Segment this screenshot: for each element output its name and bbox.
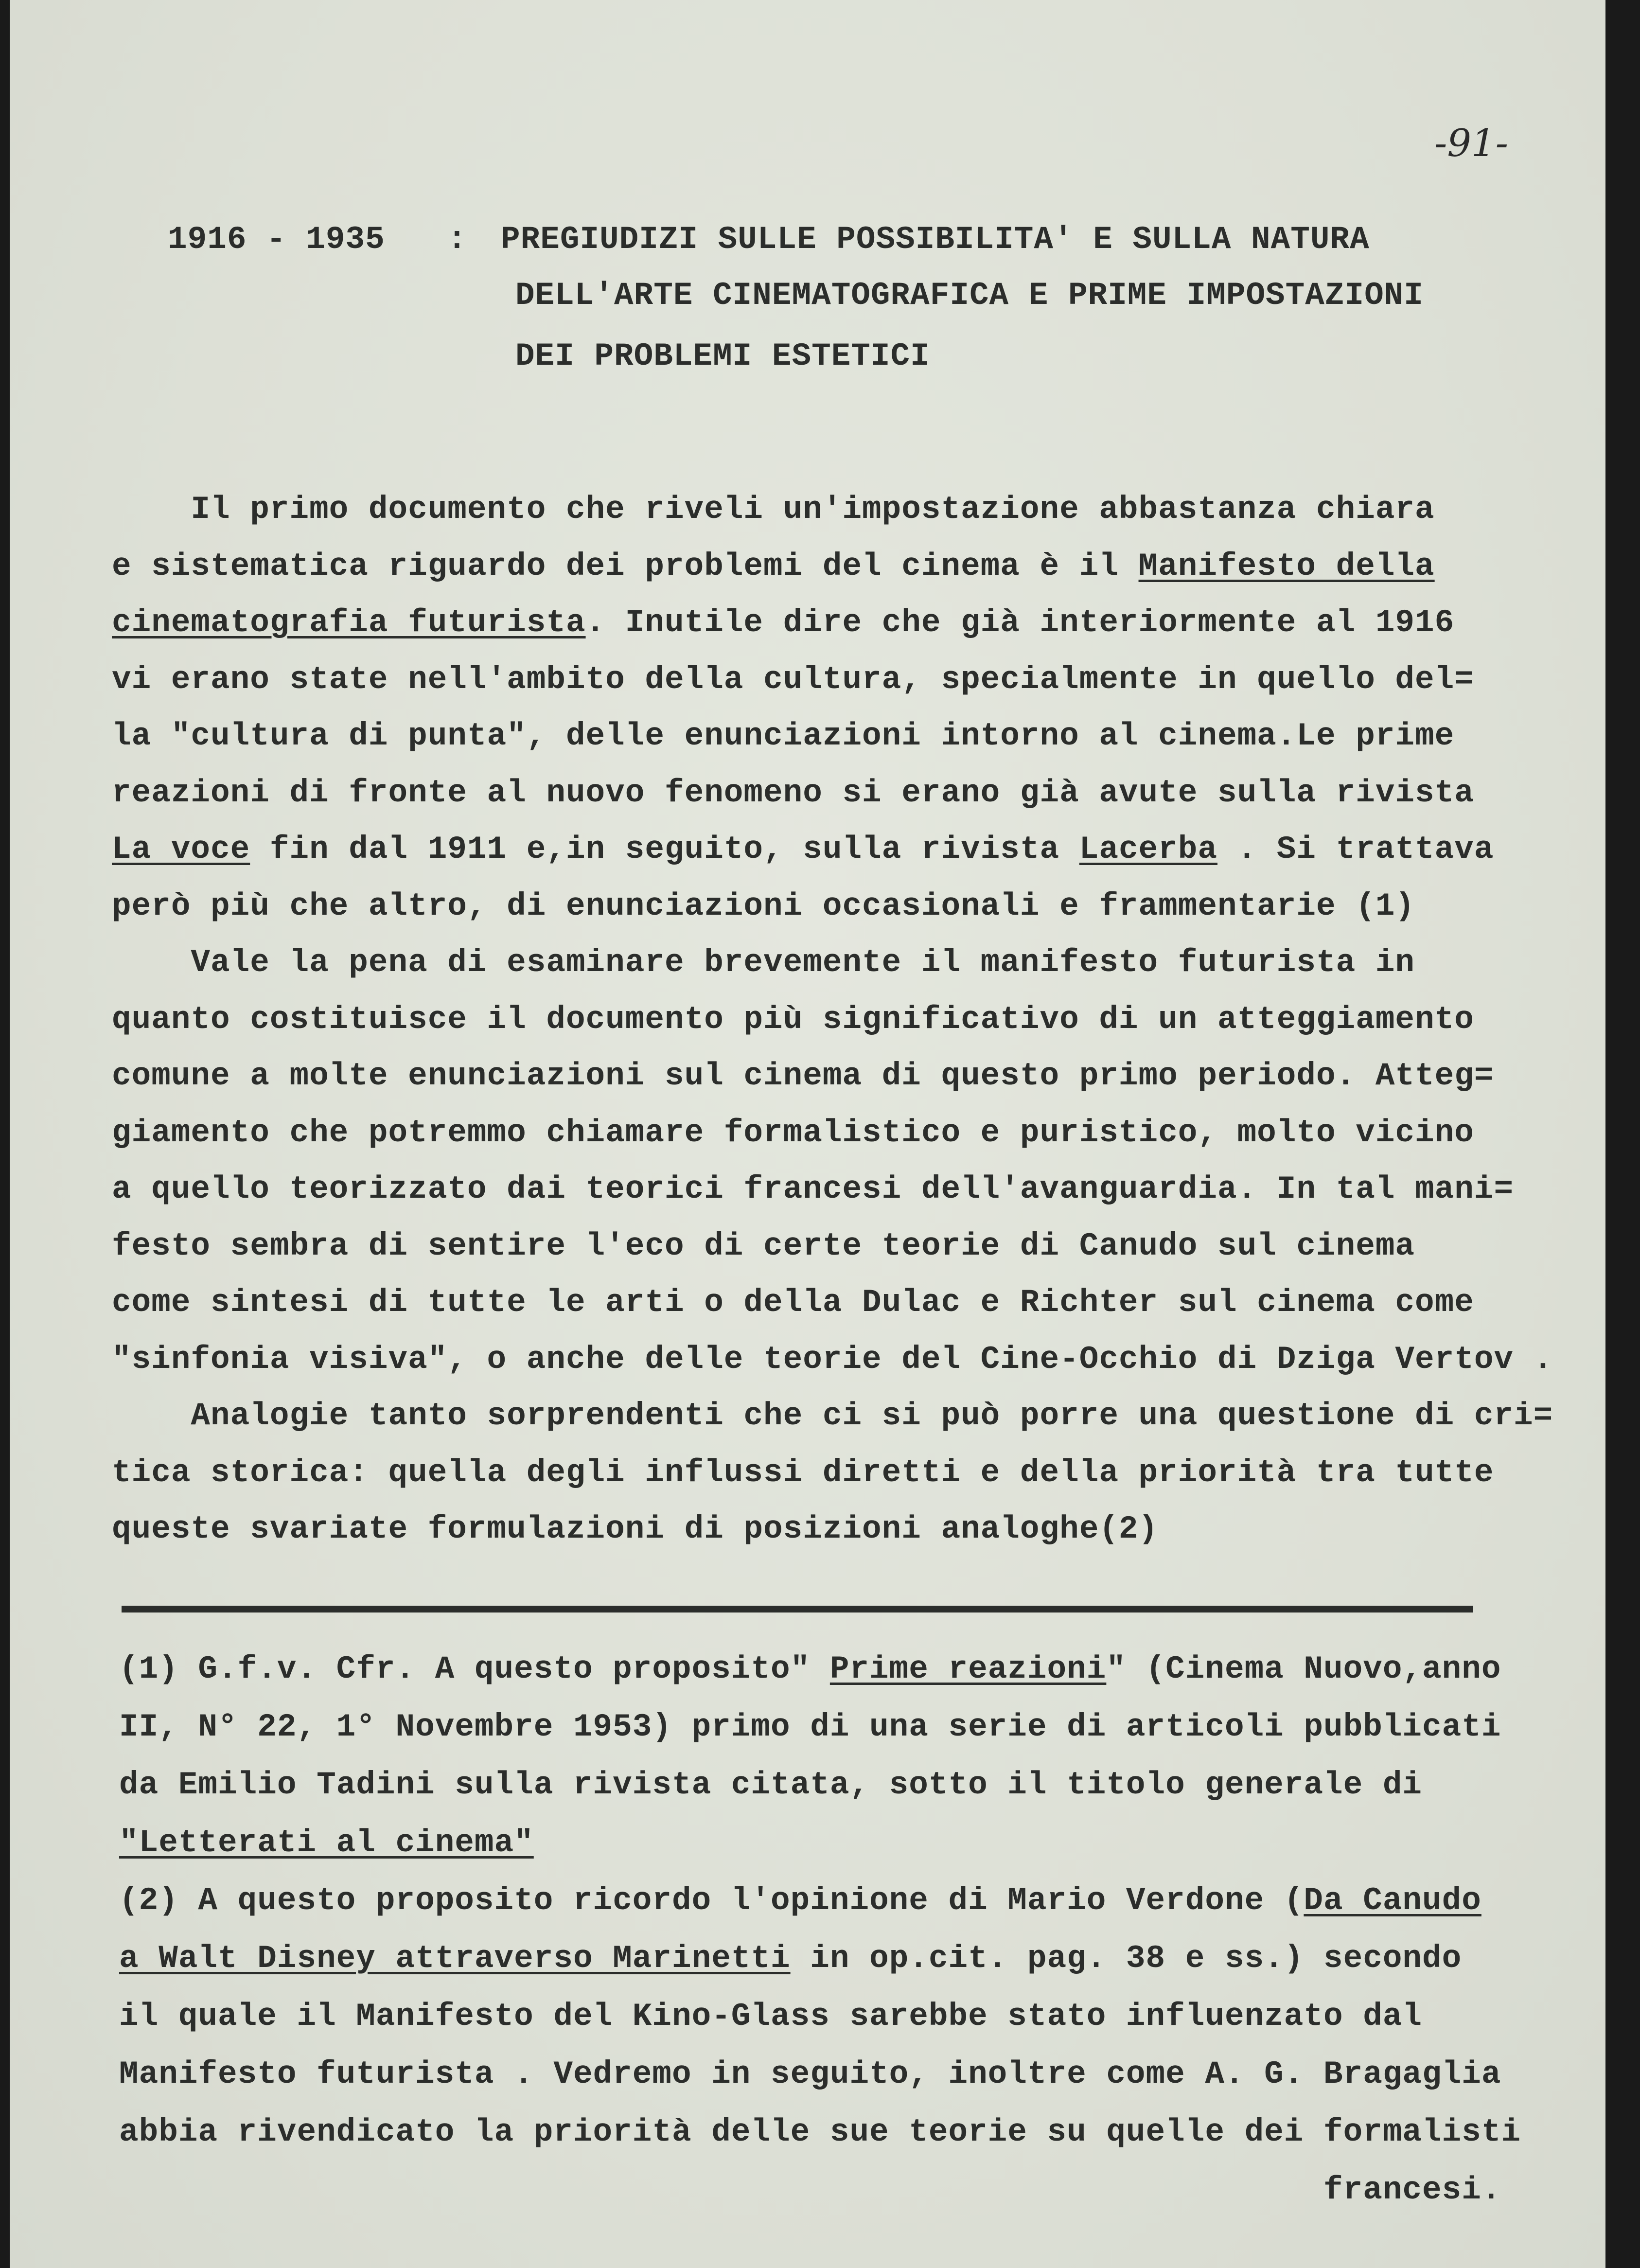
- text-segment: II, N° 22, 1° Novembre 1953) primo di una serie di articoli pubblicati: [119, 1709, 1501, 1745]
- underlined-title: La voce: [112, 831, 250, 868]
- footnote-line: [119, 1653, 1501, 1685]
- footnote-line: [119, 1998, 1423, 2035]
- body-line: [112, 1400, 1553, 1432]
- footnote-line: [119, 2058, 1501, 2091]
- body-line: [112, 1173, 1514, 1205]
- body-line: [112, 1284, 1474, 1321]
- text-segment: da Emilio Tadini sulla rivista citata, sotto il titolo generale di: [119, 1767, 1423, 1803]
- footnote-separator-rule: [122, 1606, 1473, 1612]
- text-segment: però più che altro, di enunciazioni occasionali e frammentarie (1): [112, 887, 1415, 924]
- text-segment: in op.cit. pag. 38 e ss.) secondo: [790, 1940, 1462, 1977]
- footnote-line: [119, 1940, 1462, 1977]
- footnote-line: [119, 2174, 1501, 2206]
- text-segment: Manifesto futurista . Vedremo in seguito, inoltre come A. G. Bragaglia: [119, 2056, 1501, 2092]
- text-segment: il quale il Manifesto del Kino-Glass sarebbe stato influenzato dal: [119, 1998, 1423, 2035]
- body-line: [112, 1341, 1553, 1378]
- body-line: [112, 661, 1474, 698]
- heading-dates: 1916 - 1935: [168, 221, 385, 258]
- text-segment: e sistematica riguardo dei problemi del cinema è il: [112, 548, 1139, 585]
- underlined-title: cinematografia futurista: [112, 604, 586, 641]
- body-line: [112, 774, 1474, 811]
- footnote-line: [119, 1711, 1501, 1743]
- body-line: [112, 550, 1435, 583]
- underlined-title: a Walt Disney attraverso Marinetti: [119, 1940, 791, 1977]
- body-line: [112, 1513, 1158, 1545]
- footnote-line: [119, 2116, 1521, 2148]
- underlined-title: Prime reazioni: [829, 1651, 1107, 1687]
- text-segment: (1) G.f.v. Cfr. A questo proposito": [119, 1651, 830, 1687]
- underlined-title: "Letterati al cinema": [119, 1825, 534, 1861]
- text-segment: la "cultura di punta", delle enunciazioni intorno al cinema.Le prime: [112, 718, 1455, 754]
- body-line: [112, 1060, 1494, 1092]
- text-segment: reazioni di fronte al nuovo fenomeno si erano già avute sulla rivista: [112, 774, 1474, 811]
- body-line: [112, 1454, 1494, 1491]
- underlined-title: Lacerba: [1079, 831, 1217, 868]
- text-segment: Vale la pena di esaminare brevemente il manifesto futurista in: [112, 944, 1415, 981]
- footnote-line: [119, 1882, 1481, 1919]
- body-line: [112, 944, 1415, 981]
- text-segment: queste svariate formulazioni di posizioni analoghe(2): [112, 1511, 1159, 1547]
- body-line: [112, 1114, 1474, 1151]
- footnote-line: [119, 1827, 534, 1859]
- body-line: [112, 720, 1454, 752]
- text-segment: tica storica: quella degli influssi diretti e della priorità tra tutte: [112, 1454, 1494, 1491]
- heading-line: DELL'ARTE CINEMATOGRAFICA E PRIME IMPOSTAZIONI: [515, 277, 1424, 314]
- underlined-title: Da Canudo: [1304, 1882, 1481, 1919]
- text-segment: vi erano state nell'ambito della cultura, specialmente in quello del=: [112, 661, 1474, 698]
- body-line: [112, 1227, 1415, 1264]
- text-segment: comune a molte enunciazioni sul cinema di questo primo periodo. Atteg=: [112, 1058, 1494, 1094]
- typewritten-page: [10, 0, 1605, 2268]
- text-segment: quanto costituisce il documento più significativo di un atteggiamento: [112, 1001, 1474, 1038]
- body-line: [112, 604, 1455, 641]
- text-segment: "sinfonia visiva", o anche delle teorie del Cine-Occhio di Dziga Vertov .: [112, 1341, 1553, 1378]
- text-segment: Analogie tanto sorprendenti che ci si può porre una questione di cri=: [112, 1398, 1553, 1434]
- heading-line: DEI PROBLEMI ESTETICI: [515, 338, 930, 374]
- text-segment: . Si trattava: [1217, 831, 1494, 868]
- text-segment: . Inutile dire che già interiormente al 1916: [585, 604, 1455, 641]
- text-segment: " (Cinema Nuovo,anno: [1106, 1651, 1501, 1687]
- text-segment: festo sembra di sentire l'eco di certe teorie di Canudo sul cinema: [112, 1227, 1415, 1264]
- heading-separator: :: [447, 221, 467, 258]
- body-line: [112, 491, 1435, 528]
- underlined-title: Manifesto della: [1138, 548, 1435, 585]
- text-segment: abbia rivendicato la priorità delle sue teorie su quelle dei formalisti: [119, 2114, 1521, 2150]
- text-segment: come sintesi di tutte le arti o della Dulac e Richter sul cinema come: [112, 1284, 1474, 1321]
- text-segment: francesi.: [119, 2172, 1501, 2208]
- body-line: [112, 833, 1494, 866]
- text-segment: a quello teorizzato dai teorici francesi dell'avanguardia. In tal mani=: [112, 1171, 1514, 1207]
- page-number: -91-: [1434, 122, 1508, 165]
- heading-line: PREGIUDIZI SULLE POSSIBILITA' E SULLA NATURA: [501, 221, 1370, 258]
- body-line: [112, 887, 1415, 924]
- footnote-line: [119, 1769, 1422, 1801]
- text-segment: fin dal 1911 e,in seguito, sulla rivista: [250, 831, 1079, 868]
- text-segment: (2) A questo proposito ricordo l'opinione di Mario Verdone (: [119, 1882, 1304, 1919]
- text-segment: Il primo documento che riveli un'impostazione abbastanza chiara: [112, 491, 1435, 528]
- body-line: [112, 1001, 1474, 1038]
- text-segment: giamento che potremmo chiamare formalistico e puristico, molto vicino: [112, 1114, 1474, 1151]
